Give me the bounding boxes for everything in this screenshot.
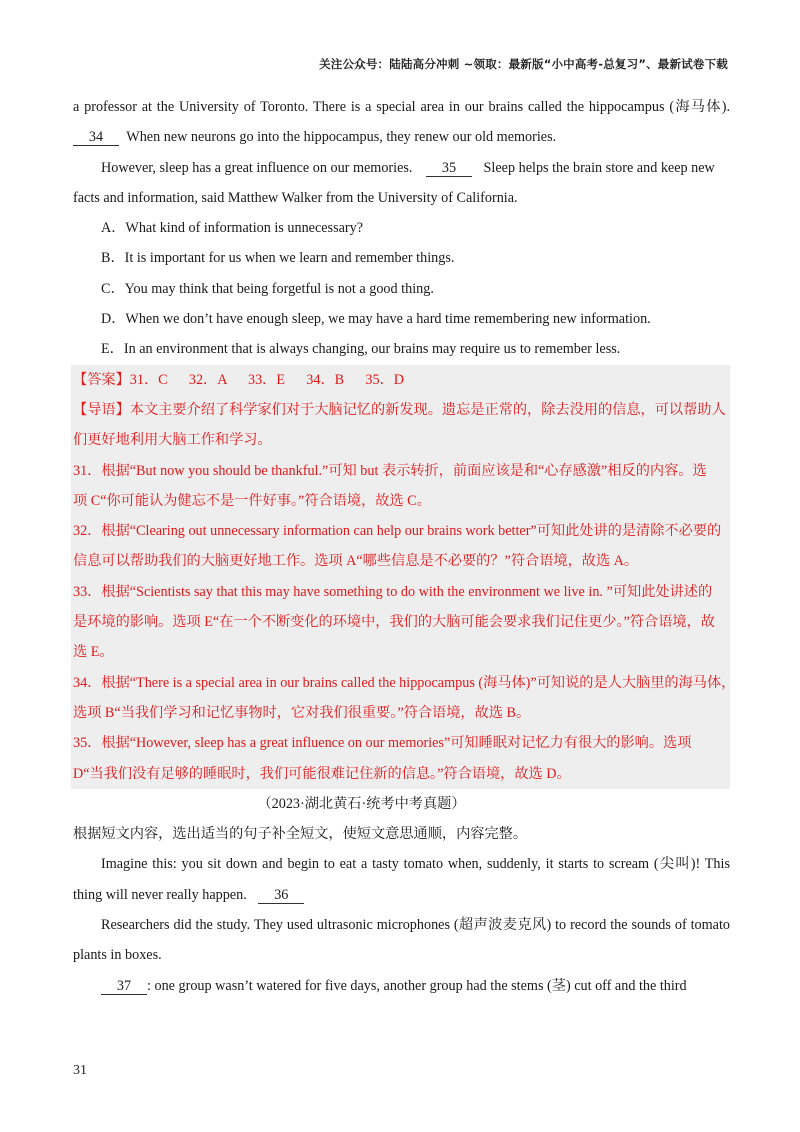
passage-line [73, 880, 730, 910]
explanation-32: 信息可以帮助我们的大脑更好地工作。选项 A“哪些信息是不必要的？”符合语境，故选 A。 [73, 553, 639, 570]
blank-34: 34 [73, 129, 119, 146]
answer-block [71, 365, 736, 789]
guide-line: 们更好地利用大脑工作和学习。 [73, 432, 272, 449]
passage-line: Imagine this: you sit down and begin to eat a tasty tomato when, suddenly, it starts to scream (尖叫)! This [101, 856, 730, 873]
blank-36: 36 [258, 887, 304, 904]
option-d: D．When we don’t have enough sleep, we may have a hard time remembering new information. [101, 311, 651, 328]
blank-35: 35 [426, 160, 472, 177]
document-body [73, 92, 736, 1001]
passage-line: a professor at the University of Toronto. There is a special area in our brains called the hippocampus (海马体). [73, 99, 730, 115]
explanation-34: 34．根据“There is a special area in our brains called the hippocampus (海马体)”可知说的是人大脑里的海马体， [73, 674, 736, 691]
explanation-32: 32．根据“Clearing out unnecessary information can help our brains work better”可知此处讲的是清除不必要的 [73, 523, 722, 540]
option-a: A．What kind of information is unnecessary? [101, 220, 364, 237]
passage-line: Researchers did the study. They used ultrasonic microphones (超声波麦克风) to record the sounds of tomato [101, 917, 730, 934]
passage-text: : one group wasn’t watered for five days, another group had the stems (茎) cut off and the third [147, 977, 687, 994]
passage-line [73, 153, 730, 183]
passage-text: When new neurons go into the hippocampus, they renew our old memories. [126, 129, 557, 146]
source-line: （2023·湖北黄石·统考中考真题） [257, 795, 466, 812]
explanation-31: 项 C“你可能认为健忘不是一件好事。”符合语境，故选 C。 [73, 492, 431, 509]
passage-text: Sleep helps the brain store and keep new [483, 159, 715, 176]
instruction-line: 根据短文内容，选出适当的句子补全短文，使短文意思通顺，内容完整。 [73, 826, 528, 843]
explanation-33: 是环境的影响。选项 E“在一个不断变化的环境中，我们的大脑可能会要求我们记住更少。”符合语境，故 [73, 614, 715, 631]
passage-text: However, sleep has a great influence on our memories. [101, 159, 413, 176]
answer-line: 【答案】31．C 32．A 33．E 34．B 35．D [73, 371, 405, 388]
option-b: B．It is important for us when we learn and remember things. [101, 250, 455, 267]
passage-text: thing will never really happen. [73, 886, 247, 903]
explanation-35: 35．根据“However, sleep has a great influence on our memories”可知睡眠对记忆力有很大的影响。选项 [73, 735, 692, 752]
explanation-33: 选 E。 [73, 644, 114, 661]
explanation-31: 31．根据“But now you should be thankful.”可知 but 表示转折，前面应该是和“心存感激”相反的内容。选 [73, 462, 707, 479]
explanation-34: 选项 B“当我们学习和记忆事物时，它对我们很重要。”符合语境，故选 B。 [73, 704, 531, 721]
option-e: E．In an environment that is always changing, our brains may require us to remember less. [101, 341, 621, 358]
passage-line: plants in boxes. [73, 947, 162, 964]
explanation-35: D“当我们没有足够的睡眠时，我们可能很难记住新的信息。”符合语境，故选 D。 [73, 765, 571, 782]
option-c: C．You may think that being forgetful is not a good thing. [101, 280, 434, 297]
explanation-33: 33．根据“Scientists say that this may have something to do with the environment we live in. ”可知此处讲述的 [73, 583, 713, 600]
page-header: 关注公众号：陆陆高分冲刺 ~领取：最新版“小中高考-总复习”、最新试卷下载 [319, 57, 728, 71]
page-number: 31 [73, 1063, 87, 1078]
passage-line [73, 971, 730, 1001]
guide-line: 【导语】本文主要介绍了科学家们对于大脑记忆的新发现。遗忘是正常的，除去没用的信息，可以帮助人 [73, 401, 726, 418]
blank-37: 37 [101, 978, 147, 995]
passage-line: facts and information, said Matthew Walker from the University of California. [73, 189, 518, 206]
passage-line [73, 122, 730, 152]
